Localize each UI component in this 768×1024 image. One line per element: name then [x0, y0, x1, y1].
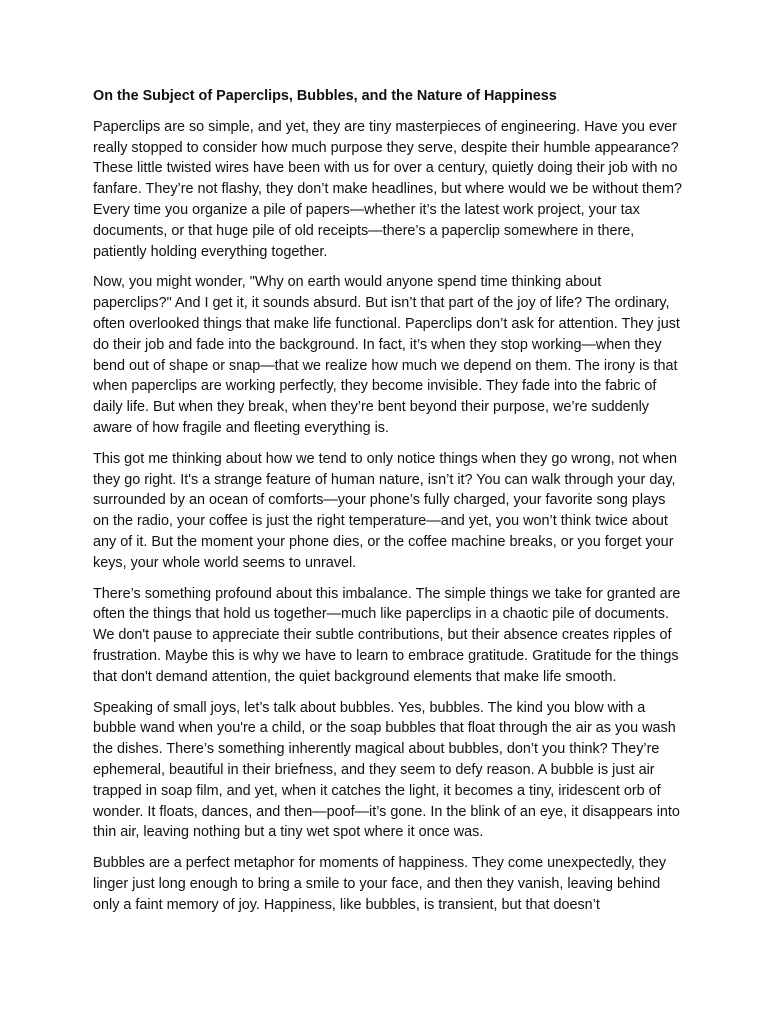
document-title: On the Subject of Paperclips, Bubbles, and the Nature of Happiness: [93, 88, 557, 104]
paragraph-gratitude: There’s something profound about this imbalance. The simple things we take for granted are often the things that hold us together—much like paperclips in a chaotic pile of documents. We don't pause to appreciate their subtle contributions, but their absence creates ripples of frustration. Maybe this is why we have to learn to embrace gratitude. Gratitude for the things that don't demand attention, the quiet background elements that make life smooth.: [93, 585, 681, 685]
document-page: [93, 86, 683, 925]
paragraph-noticing-things: This got me thinking about how we tend to only notice things when they go wrong, not when they go right. It's a strange feature of human nature, isn’t it? You can walk through your day, surrounded by an ocean of comforts—your phone’s fully charged, your favorite song plays on the radio, your coffee is just the right temperature—and yet, you won’t think twice about any of it. But the moment your phone dies, or the coffee machine breaks, or you forget your keys, your whole world seems to unravel.: [93, 450, 677, 571]
paragraph-why-paperclips: Now, you might wonder, "Why on earth would anyone spend time thinking about paperclips?" And I get it, it sounds absurd. But isn’t that part of the joy of life? The ordinary, often overlooked things that make life functional. Paperclips don’t ask for attention. They just do their job and fade into the background. In fact, it’s when they stop working—when they bend out of shape or snap—that we realize how much we depend on them. The irony is that when paperclips are working perfectly, they become invisible. They fade into the fabric of daily life. But when they break, when they’re bent beyond their purpose, we’re suddenly aware of how fragile and fleeting everything is.: [93, 274, 680, 436]
paragraph-paperclips-intro: Paperclips are so simple, and yet, they are tiny masterpieces of engineering. Have you ever really stopped to consider how much purpose they serve, despite their humble appearance? These little twisted wires have been with us for over a century, quietly doing their job with no fanfare. They’re not flashy, they don’t make headlines, but where would we be without them? Every time you organize a pile of papers—whether it’s the latest work project, your tax documents, or that huge pile of old receipts—there’s a paperclip somewhere in there, patiently holding everything together.: [93, 118, 683, 260]
paragraph-bubbles-metaphor: Bubbles are a perfect metaphor for moments of happiness. They come unexpectedly, they linger just long enough to bring a smile to your face, and then they vanish, leaving behind only a faint memory of joy. Happiness, like bubbles, is transient, but that doesn’t: [93, 855, 667, 913]
paragraph-bubbles: Speaking of small joys, let’s talk about bubbles. Yes, bubbles. The kind you blow with a bubble wand when you're a child, or the soap bubbles that float through the air as you wash the dishes. There’s something inherently magical about bubbles, don’t you think? They’re ephemeral, beautiful in their briefness, and they seem to defy reason. A bubble is just air trapped in soap film, and yet, when it catches the light, it becomes a tiny, iridescent orb of wonder. It floats, dances, and then—poof—it’s gone. In the blink of an eye, it disappears into thin air, leaving nothing but a tiny wet spot where it once was.: [93, 699, 680, 841]
